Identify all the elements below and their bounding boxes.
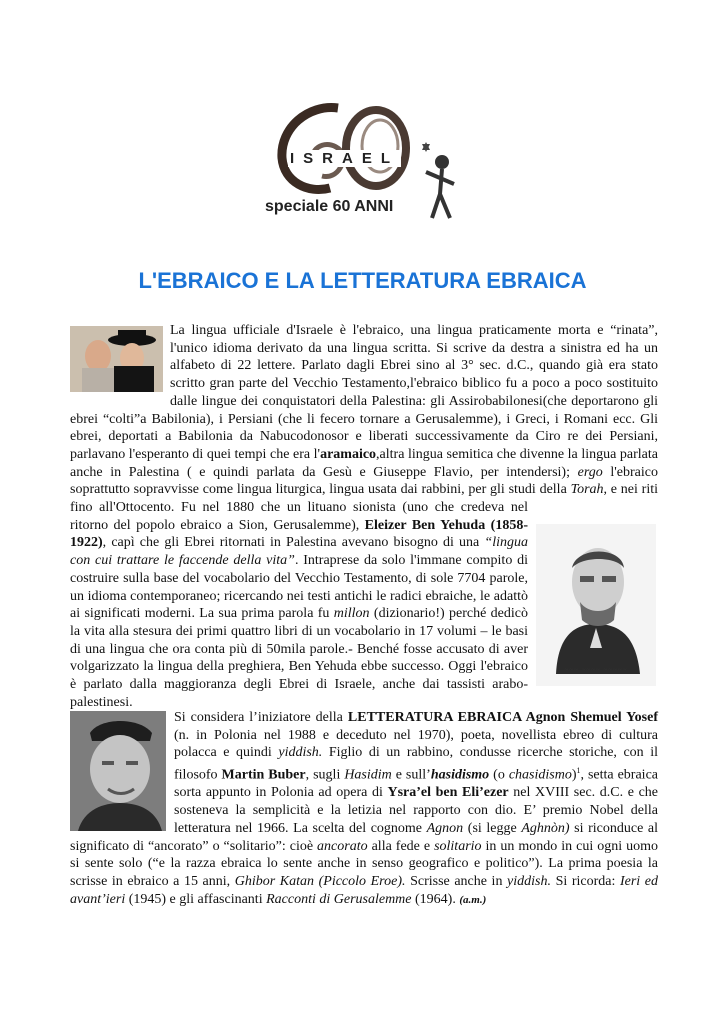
logo xyxy=(262,100,472,222)
ebraico-paragraph: La lingua ufficiale d'Israele è l'ebraico, una lingua praticamente morta e “rinata”, l'unico idioma derivato da una lingua scritta. Si scrive da destra a sinistra ed ha un alfabeto di 22 lettere. Parlato dagli Ebrei sino al 3° sec. d.C., quando già era stato scritto gran parte del Vecchio Testamento,l'ebraico biblico fu a poco a poco sostituito dalle lingue dei conquistatori della Palestina: gli Assirobabilonesi(che deportarono gli ebrei “colti”a Babilonia), i Persiani (che li fecero tornare a Gerusalemme), i Greci, i Romani ecc. Gli ebrei, deportati a Babilonia da Nabucodonosor e liberati successivamente da Ciro re dei Persiani, parlavano l'esperanto di quei tempi che era l'aramaico,altra lingua semitica che divenne la lingua parlata anche in Palestina ( e quindi parlata da Gesù e Giuseppe Flavio, per intendersi); ergo l'ebraico soprattutto sopravvisse come lingua liturgica, lingua usata dai rabbini, per gli studi della Torah, e nei riti fino all'Ottocento. Fu nel 1880 che un lituano sionista (uno che credeva nel ritorno del popolo ebraico a Sion, Gerusalemme), Eleizer Ben Yehuda (1858-1922), capì che gli Ebrei ritornati in Palestina avevano bisogno di una “lingua con cui trattare le faccende della vita”. Intraprese da solo l'immane compito di costruire sulla base del vocabolario del Vecchio Testamento, di sole 7704 parole, un idioma contemporaneo; ricercando nei testi antichi le radici ebraiche, le adattò ai significati moderni. La sua prima parola fu millon (dizionario!) perché dedicò la vita alla stesura dei primi quattro libri di un vocabolario in 17 volumi – le basi di una lingua che ora conta più di 50mila parole.- Benché fosse accusato di aver volgarizzato la lingua della preghiera, Ben Yehuda ebbe successo. Oggi l'ebraico è parlato dalla maggioranza degli Ebrei di Israele, anche dai tassisti arabo-palestinesi. xyxy=(70,323,658,710)
logo-subtitle: speciale 60 ANNI xyxy=(265,198,394,215)
sixty-logo-icon xyxy=(268,100,418,195)
letteratura-paragraph: Si considera l’iniziatore della LETTERATURA EBRAICA Agnon Shemuel Yosef (n. in Polonia nel 1988 e deceduto nel 1970), poeta, novellista ebreo di cultura polacca e quindi yiddish. Figlio di un rabbino, condusse ricerche storiche, con il filosofo Martin Buber, sugli Hasidim e sull’hasidismo (o chasidismo)$^1$, setta ebraica sorta appunto in Polonia ad opera di Ysra’el ben Eli’ezer nel XVIII sec. d.C. e che sosteneva la semplicità e la letizia nel rapporto con dio. E’ premio Nobel della letteratura nel 1966. La scelta del cognome Agnon (si legge Aghnòn) si riconduce al significato di “ancorato” o “solitario”: cioè ancorato alla fede e solitario in un mondo in cui ogni uomo si sente solo (“e la razza ebraica lo sente anche in senso geografico e politico”). La prima poesia la scrisse in ebraico a 15 anni, Ghibor Katan (Piccolo Eroe). Scrisse anche in yiddish. Si ricorda: Ieri ed avant’ieri (1945) e gli affascinanti Racconti di Gerusalemme (1964). (a.m.) xyxy=(70,710,659,907)
author-signature: (a.m.) xyxy=(459,893,487,906)
dancing-figure-icon xyxy=(414,138,464,222)
page-title: L'EBRAICO E LA LETTERATURA EBRAICA xyxy=(138,268,587,293)
portrait-caption-script: ~~~ ~~~~ ~~~~~ xyxy=(564,666,628,674)
logo-word: ISRAEL xyxy=(290,150,400,167)
